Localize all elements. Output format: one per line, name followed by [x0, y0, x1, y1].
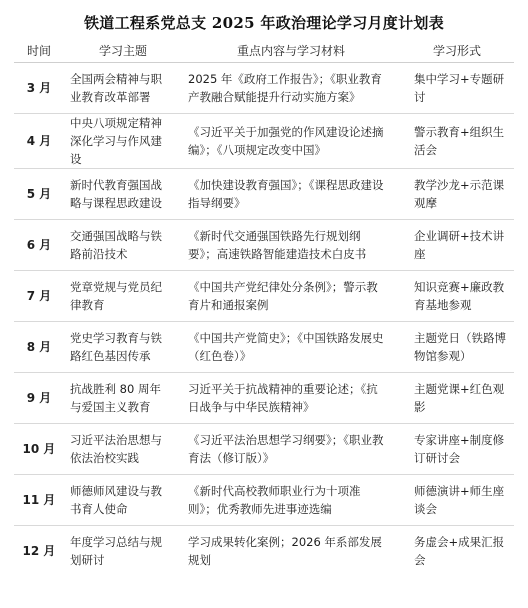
row-form: 知识竞赛+廉政教育基地参观: [414, 280, 505, 312]
header-topic: 学习主题: [98, 43, 147, 58]
row-month: 3 月: [26, 81, 52, 95]
row-month: 11 月: [22, 493, 56, 507]
table-row: [14, 373, 514, 424]
row-topic: 师德师风建设与教书育人使命: [70, 484, 162, 516]
header-month: 时间: [26, 43, 51, 58]
table-header-row: [14, 38, 514, 63]
row-topic: 习近平法治思想与依法治校实践: [70, 433, 162, 465]
row-content: 《新时代高校教师职业行为十项准则》；优秀教师先进事迹选编: [188, 484, 361, 516]
row-form: 教学沙龙+示范课观摩: [414, 178, 505, 210]
row-form: 集中学习+专题研讨: [414, 72, 505, 104]
header-content: 重点内容与学习材料: [236, 43, 345, 58]
row-form: 警示教育+组织生活会: [414, 125, 505, 157]
row-month: 7 月: [26, 289, 52, 303]
row-month: 8 月: [26, 340, 52, 354]
row-content: 《加快建设教育强国》；《课程思政建设指导纲要》: [188, 178, 384, 210]
row-content: 习近平关于抗战精神的重要论述；《抗日战争与中华民族精神》: [188, 382, 378, 414]
row-month: 5 月: [26, 187, 52, 201]
row-topic: 年度学习总结与规划研讨: [70, 535, 162, 568]
row-form: 师德演讲+师生座谈会: [414, 484, 505, 516]
header-form: 学习形式: [432, 43, 481, 58]
table-row: [14, 63, 514, 114]
row-month: 6 月: [26, 238, 52, 252]
table-row: [14, 424, 514, 475]
document-title: 铁道工程系党总支 2025 年政治理论学习月度计划表: [84, 14, 444, 32]
row-month: 10 月: [22, 442, 56, 456]
row-content: 学习成果转化案例；2026 年系部发展规划: [188, 535, 382, 568]
table-row: [14, 271, 514, 322]
row-form: 企业调研+技术讲座: [414, 229, 505, 261]
row-topic: 全国两会精神与职业教育改革部署: [70, 72, 162, 104]
row-content: 2025 年《政府工作报告》；《职业教育产教融合赋能提升行动实施方案》: [188, 72, 382, 104]
row-content: 《中国共产党纪律处分条例》；警示教育片和通报案例: [188, 280, 378, 312]
table-row: [14, 169, 514, 220]
table-row: [14, 475, 514, 526]
row-content: 《新时代交通强国铁路先行规划纲要》；高速铁路智能建造技术白皮书: [188, 229, 367, 261]
row-month: 12 月: [22, 544, 56, 559]
row-topic: 党章党规与党员纪律教育: [70, 280, 162, 312]
table-row: [14, 526, 514, 577]
row-month: 4 月: [26, 134, 52, 148]
row-topic: 党史学习教育与铁路红色基因传承: [70, 331, 162, 363]
row-content: 《习近平关于加强党的作风建设论述摘编》；《八项规定改变中国》: [188, 125, 384, 157]
row-topic: 抗战胜利 80 周年与爱国主义教育: [70, 382, 161, 414]
row-topic: 新时代教育强国战略与课程思政建设: [70, 178, 162, 210]
row-content: 《习近平法治思想学习纲要》；《职业教育法（修订版）》: [188, 433, 384, 465]
row-topic: 交通强国战略与铁路前沿技术: [70, 229, 162, 261]
row-form: 专家讲座+制度修订研讨会: [414, 433, 505, 465]
row-form: 务虚会+成果汇报会: [414, 535, 505, 568]
table-row: [14, 322, 514, 373]
row-content: 《中国共产党简史》；《中国铁路发展史（红色卷）》: [188, 331, 384, 363]
table-row: [14, 114, 514, 169]
row-form: 主题党日（铁路博物馆参观）: [414, 331, 506, 363]
study-plan-table: [14, 38, 514, 577]
row-form: 主题党课+红色观影: [414, 382, 505, 414]
row-month: 9 月: [26, 391, 52, 405]
table-row: [14, 220, 514, 271]
row-topic: 中央八项规定精神深化学习与作风建设: [70, 116, 162, 166]
